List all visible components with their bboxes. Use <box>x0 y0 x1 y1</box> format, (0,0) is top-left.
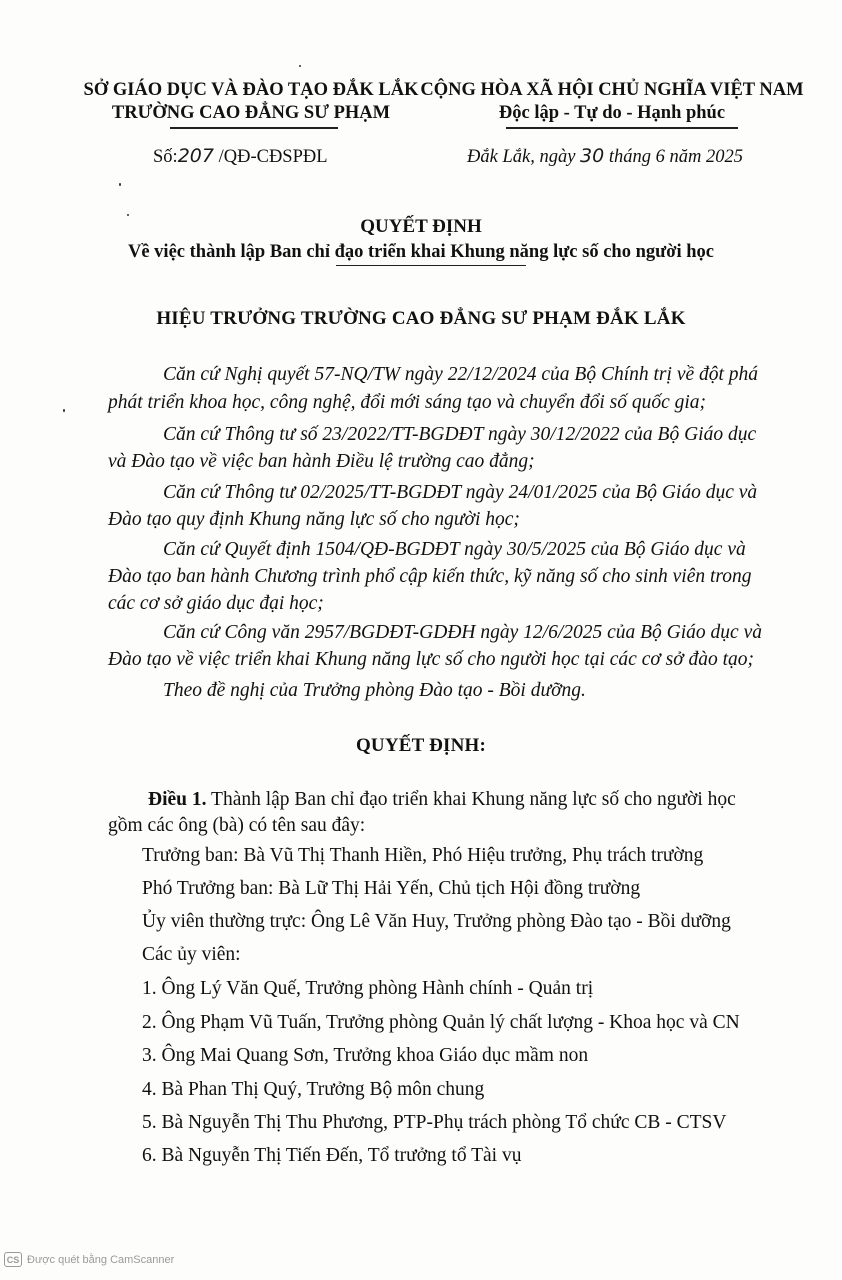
subtitle-underline <box>336 265 526 266</box>
basis-3-line1: Căn cứ Thông tư 02/2025/TT-BGDĐT ngày 24/01/2025 của Bộ Giáo dục và <box>163 482 758 503</box>
left-header-underline <box>170 127 338 129</box>
committee-deputy: Phó Trưởng ban: Bà Lữ Thị Hải Yến, Chủ tịch Hội đồng trường <box>142 878 641 899</box>
basis-2-line2: và Đào tạo về việc ban hành Điều lệ trường cao đẳng; <box>108 451 535 472</box>
member-item: 2. Ông Phạm Vũ Tuấn, Trưởng phòng Quản lý chất lượng - Khoa học và CN <box>142 1012 740 1033</box>
scan-speck <box>299 65 301 67</box>
document-title: QUYẾT ĐỊNH <box>360 216 482 237</box>
camscanner-icon: CS <box>4 1252 22 1267</box>
issuing-authority-line2: TRƯỜNG CAO ĐẲNG SƯ PHẠM <box>111 103 391 123</box>
issuing-authority-line1: SỞ GIÁO DỤC VÀ ĐÀO TẠO ĐẮK LẮK <box>83 80 419 100</box>
member-item: 3. Ông Mai Quang Sơn, Trưởng khoa Giáo dục mầm non <box>142 1045 589 1066</box>
article-1-text: Thành lập Ban chỉ đạo triển khai Khung năng lực số cho người học <box>211 789 736 810</box>
handwritten-number: 207 <box>177 145 214 167</box>
basis-4-line2: Đào tạo ban hành Chương trình phổ cập kiến thức, kỹ năng số cho sinh viên trong <box>108 566 752 587</box>
committee-head: Trưởng ban: Bà Vũ Thị Thanh Hiền, Phó Hiệu trưởng, Phụ trách trường <box>142 845 704 866</box>
authority-heading: HIỆU TRƯỞNG TRƯỜNG CAO ĐẲNG SƯ PHẠM ĐẮK LẮK <box>156 308 686 329</box>
basis-1-line2: phát triển khoa học, công nghệ, đổi mới sáng tạo và chuyển đổi số quốc gia; <box>108 392 707 413</box>
camscanner-text: Được quét bằng CamScanner <box>27 1253 175 1266</box>
member-item: 1. Ông Lý Văn Quế, Trưởng phòng Hành chính - Quản trị <box>142 978 594 999</box>
committee-standing-member: Ủy viên thường trực: Ông Lê Văn Huy, Trưởng phòng Đào tạo - Bồi dưỡng <box>142 911 731 932</box>
camscanner-watermark <box>4 1252 174 1267</box>
number-suffix: /QĐ-CĐSPĐL <box>218 147 328 167</box>
handwritten-day: 30 <box>580 145 605 167</box>
document-date <box>467 145 743 168</box>
right-header-underline <box>506 127 738 129</box>
scan-speck <box>119 183 121 186</box>
article-1-label: Điều 1. <box>148 789 207 810</box>
national-motto: Độc lập - Tự do - Hạnh phúc <box>498 103 726 123</box>
basis-5-line1: Căn cứ Công văn 2957/BGDĐT-GDĐH ngày 12/6/2025 của Bộ Giáo dục và <box>163 622 762 643</box>
document-subtitle: Về việc thành lập Ban chỉ đạo triển khai Khung năng lực số cho người học <box>127 242 714 262</box>
article-1-line2: gồm các ông (bà) có tên sau đây: <box>108 815 366 836</box>
member-item: 5. Bà Nguyễn Thị Thu Phương, PTP-Phụ trách phòng Tổ chức CB - CTSV <box>142 1112 727 1133</box>
basis-4-line3: các cơ sở giáo dục đại học; <box>108 593 324 614</box>
date-prefix: Đắk Lắk, ngày <box>467 147 576 167</box>
members-heading: Các ủy viên: <box>142 944 241 965</box>
basis-2-line1: Căn cứ Thông tư số 23/2022/TT-BGDĐT ngày 30/12/2022 của Bộ Giáo dục <box>163 424 757 445</box>
member-item: 6. Bà Nguyễn Thị Tiến Đến, Tổ trưởng tổ Tài vụ <box>142 1145 522 1166</box>
number-prefix: Số: <box>153 147 178 167</box>
member-item: 4. Bà Phan Thị Quý, Trưởng Bộ môn chung <box>142 1079 485 1100</box>
basis-4-line1: Căn cứ Quyết định 1504/QĐ-BGDĐT ngày 30/5/2025 của Bộ Giáo dục và <box>163 539 746 560</box>
decision-heading: QUYẾT ĐỊNH: <box>355 735 487 756</box>
national-title: CỘNG HÒA XÃ HỘI CHỦ NGHĨA VIỆT NAM <box>420 80 804 100</box>
document-number <box>153 145 328 168</box>
scan-speck <box>63 409 65 412</box>
date-suffix: tháng 6 năm 2025 <box>608 147 743 167</box>
basis-3-line2: Đào tạo quy định Khung năng lực số cho người học; <box>108 509 520 530</box>
basis-1-line1: Căn cứ Nghị quyết 57-NQ/TW ngày 22/12/2024 của Bộ Chính trị về đột phá <box>163 364 759 385</box>
basis-5-line2: Đào tạo về việc triển khai Khung năng lực số cho người học tại các cơ sở đào tạo; <box>108 649 755 670</box>
proposal-line: Theo đề nghị của Trưởng phòng Đào tạo - Bồi dưỡng. <box>163 680 586 701</box>
